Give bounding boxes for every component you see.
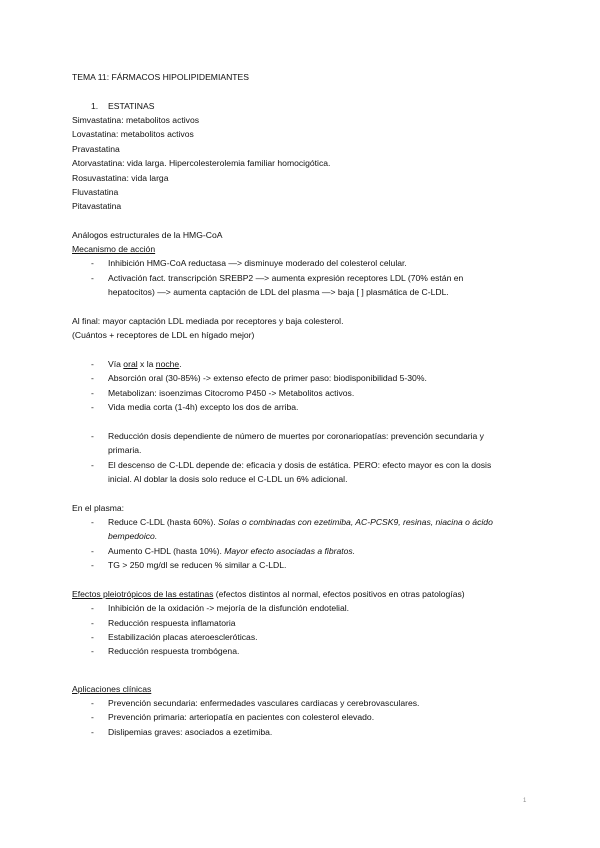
reduction-item: Reducción dosis dependiente de número de muertes por coronariopatías: prevención secundaria y [108,431,484,441]
clinical-item: Dislipemias graves: asociados a ezetimiba. [108,727,273,737]
drug-item: Simvastatina: metabolitos activos [72,115,200,125]
bullet-dash: - [91,258,94,268]
bullet-dash: - [91,388,94,398]
clinical-item: Prevención secundaria: enfermedades vasculares cardiacas y cerebrovasculares. [108,698,420,708]
bullet-dash: - [91,517,94,527]
bullet-dash: - [91,273,94,283]
mechanism-heading: Mecanismo de acción [72,244,156,254]
mechanism-item: Inhibición HMG-CoA reductasa —> disminuye moderado del colesterol celular. [108,258,407,268]
bullet-dash: - [91,460,94,470]
bullet-dash: - [91,402,94,412]
bullet-dash: - [91,373,94,383]
drug-item: Atorvastatina: vida larga. Hipercolesterolemia familiar homocigótica. [72,158,331,168]
pk-item: Vida media corta (1-4h) excepto los dos de arriba. [108,402,299,412]
reduction-item-cont: inicial. Al doblar la dosis solo reduce el C-LDL un 6% adicional. [108,474,348,484]
page-number: 1 [523,798,527,804]
bullet-dash: - [91,359,94,369]
bullet-dash: - [91,546,94,556]
analogs-text: Análogos estructurales de la HMG-CoA [72,230,223,240]
section-number: 1. [91,101,99,111]
plasma-ldl-note: Solas o combinadas con ezetimiba, AC-PCSK9, resinas, niacina o ácido [218,517,493,527]
drug-item: Fluvastatina [72,187,119,197]
pk-route [108,359,182,370]
clinical-item: Prevención primaria: arteriopatía en pacientes con colesterol elevado. [108,712,375,722]
pk-route-post: . [179,359,182,369]
clinical-heading: Aplicaciones clínicas [72,684,152,694]
plasma-ldl-note-cont: bempedoico. [108,531,158,541]
mechanism-item-cont: hepatocitos) —> aumenta captación de LDL del plasma —> baja [ ] plasmática de C-LDL. [108,287,449,297]
drug-item: Pitavastatina [72,201,122,211]
pk-route-noche: noche [155,359,180,369]
plasma-hdl [108,546,355,557]
final-line: Al final: mayor captación LDL mediada por receptores y baja colesterol. [72,316,344,326]
document-title: TEMA 11: FÁRMACOS HIPOLIPIDEMIANTES [72,72,250,82]
pk-route-oral: oral [123,359,138,369]
bullet-dash: - [91,712,94,722]
pleio-heading-line [72,589,465,600]
drug-item: Lovastatina: metabolitos activos [72,129,194,139]
pleio-item: Estabilización placas ateroescleróticas. [108,632,258,642]
pk-route-pre: Vía [108,359,124,369]
pk-item: Absorción oral (30-85%) -> extenso efecto de primer paso: biodisponibilidad 5-30%. [108,373,427,383]
pleio-heading: Efectos pleiotrópicos de las estatinas [72,589,214,599]
plasma-hdl-note: Mayor efecto asociadas a fibratos. [224,546,356,556]
drug-item: Rosuvastatina: vida larga [72,173,169,183]
pk-route-mid: x la [137,359,156,369]
pleio-item: Inhibición de la oxidación -> mejoría de la disfunción endotelial. [108,603,350,613]
pleio-item: Reducción respuesta trombógena. [108,646,240,656]
bullet-dash: - [91,603,94,613]
bullet-dash: - [91,727,94,737]
pk-item: Metabolizan: isoenzimas Citocromo P450 -> Metabolitos activos. [108,388,355,398]
bullet-dash: - [91,698,94,708]
plasma-ldl [108,517,493,528]
bullet-dash: - [91,632,94,642]
bullet-dash: - [91,560,94,570]
bullet-dash: - [91,431,94,441]
pleio-item: Reducción respuesta inflamatoria [108,618,236,628]
plasma-heading: En el plasma: [72,503,125,513]
final-line: (Cuántos + receptores de LDL en hígado mejor) [72,330,255,340]
plasma-ldl-text: Reduce C-LDL (hasta 60%). [108,517,219,527]
mechanism-item: Activación fact. transcripción SREBP2 —> aumenta expresión receptores LDL (70% están en [108,273,464,283]
plasma-tg: TG > 250 mg/dl se reducen % similar a C-LDL. [108,560,287,570]
plasma-hdl-text: Aumento C-HDL (hasta 10%). [108,546,225,556]
section-heading: ESTATINAS [108,101,155,111]
bullet-dash: - [91,646,94,656]
drug-item: Pravastatina [72,144,120,154]
pleio-suffix: (efectos distintos al normal, efectos positivos en otras patologías) [213,589,465,599]
reduction-item: El descenso de C-LDL depende de: eficacia y dosis de estática. PERO: efecto mayor es con la dosis [108,460,492,470]
bullet-dash: - [91,618,94,628]
reduction-item-cont: primaria. [108,445,142,455]
